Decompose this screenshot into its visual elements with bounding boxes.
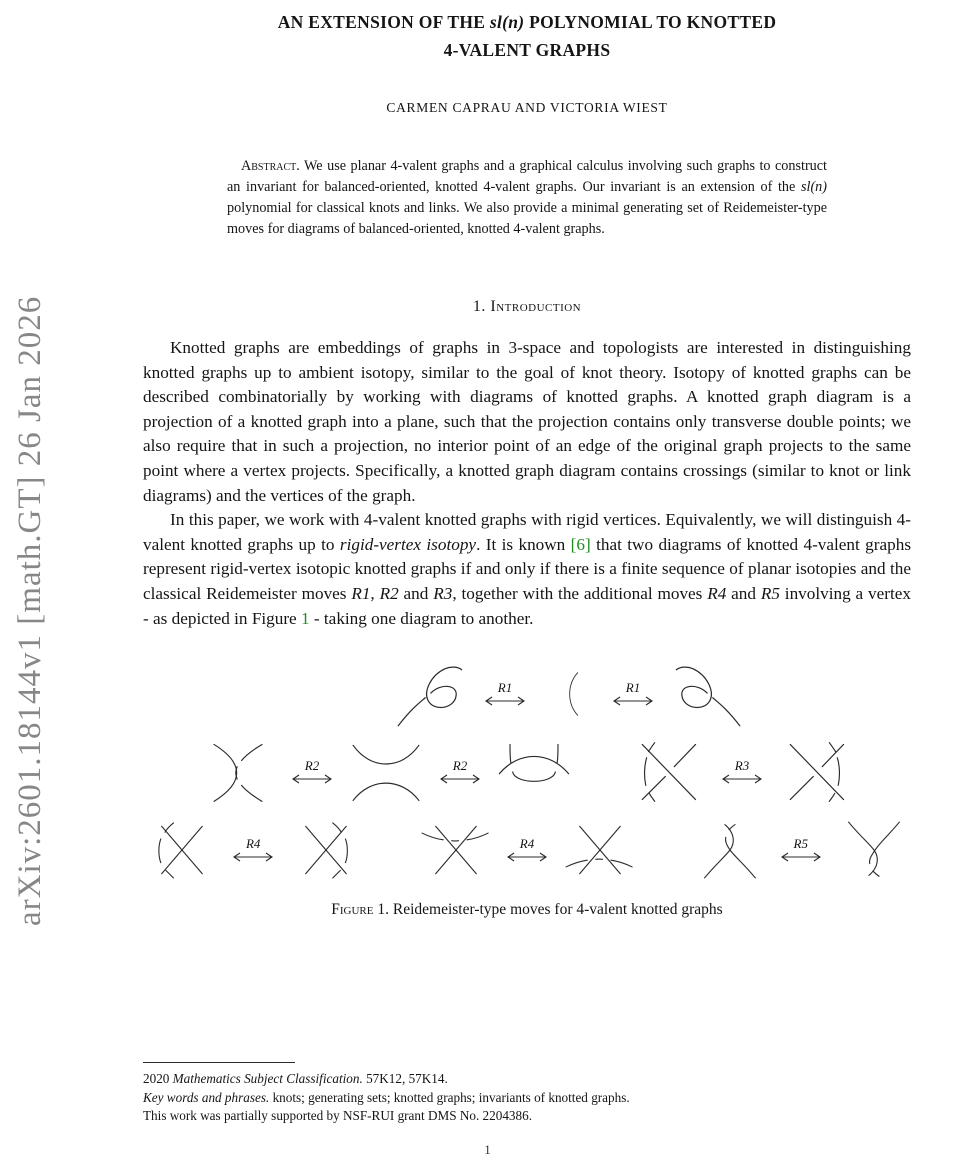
p2-text: and xyxy=(398,584,434,603)
citation-link[interactable]: [6] xyxy=(570,534,591,554)
move-arrow-r5 xyxy=(779,837,823,863)
figure-spacer xyxy=(649,850,678,851)
r1-arc-diagram xyxy=(539,659,599,729)
title-part1: AN EXTENSION OF THE xyxy=(277,12,490,32)
arxiv-watermark: arXiv:2601.18144v1 [math.GT] 26 Jan 2026 xyxy=(12,295,48,926)
footnote-text: knots; generating sets; knotted graphs; invariants of knotted graphs. xyxy=(269,1089,630,1105)
emphasis-rigid-vertex-isotopy: rigid-vertex isotopy xyxy=(339,534,477,554)
r2-separated-strands-diagram xyxy=(346,737,426,807)
math-r1-r2: R1, R2 xyxy=(351,584,399,603)
move-label: R2 xyxy=(304,758,320,774)
footnote-emphasis: Key words and phrases. xyxy=(143,1089,270,1105)
abstract xyxy=(227,156,827,240)
double-arrow-icon xyxy=(505,851,549,863)
move-arrow-r4-b xyxy=(505,837,549,863)
r1-curl-right-diagram xyxy=(667,659,751,729)
move-label: R2 xyxy=(452,758,468,774)
double-arrow-icon xyxy=(438,773,482,785)
p2-text: and xyxy=(726,584,761,603)
r5-twist-below-diagram xyxy=(835,815,911,885)
p2-text: that two diagrams of knotted 4-valent graphs represent rigid-vertex isotopic knotted graphs if and only if there is a finite sequence of planar isotopies and the classical Reidemeister moves xyxy=(143,534,912,603)
move-arrow-r1-b xyxy=(611,681,655,707)
paper-title xyxy=(143,8,911,64)
footnote-text: 2020 xyxy=(143,1071,173,1086)
move-arrow-r4-a xyxy=(231,837,275,863)
footnote-emphasis: Mathematics Subject Classification. xyxy=(172,1071,363,1086)
abstract-part2: polynomial for classical knots and links. We also provide a minimal generating set of Reidemeister-type moves for diagrams of balanced-oriented, knotted 4-valent graphs. xyxy=(227,200,827,238)
footnote-msc xyxy=(143,1070,911,1089)
figure-row-3 xyxy=(143,815,911,885)
figure-spacer xyxy=(586,772,616,773)
title-math: sl(n) xyxy=(489,12,525,32)
math-r4: R4 xyxy=(707,584,727,603)
figure-row-2 xyxy=(143,737,911,807)
figure-reference-link[interactable]: 1 xyxy=(301,608,310,628)
move-arrow-r2-b xyxy=(438,759,482,785)
double-arrow-icon xyxy=(231,851,275,863)
double-arrow-icon xyxy=(779,851,823,863)
double-arrow-icon xyxy=(720,773,764,785)
move-label: R1 xyxy=(497,680,513,696)
r4-vertex-strand-over-diagram xyxy=(417,815,493,885)
page-number: 1 xyxy=(484,1142,491,1157)
move-arrow-r3 xyxy=(720,759,764,785)
r4-vertex-strand-under-diagram xyxy=(561,815,637,885)
r2-poke-rotated-diagram xyxy=(494,737,574,807)
p2-text: . It is known xyxy=(476,534,571,554)
move-arrow-r1-a xyxy=(483,681,527,707)
paper-content xyxy=(143,0,911,919)
abstract-math: sl(n) xyxy=(800,179,827,196)
r3-right-diagram xyxy=(776,737,856,807)
footnote-rule xyxy=(143,1062,295,1063)
figure-1 xyxy=(143,659,911,919)
double-arrow-icon xyxy=(611,695,655,707)
paragraph-1: Knotted graphs are embeddings of graphs in 3-space and topologists are interested in distinguishing knotted graphs up to ambient isotopy, similar to the goal of knot theory. Isotopy of knotted graphs can be described combinatorially by working with diagrams of knotted graphs. A knotted graph diagram is a projection of a knotted graph into a plane, such that the projection contains only transverse double points; we also require that in such a projection, no interior point of an edge of the original graph projects to the same point where a vertex projects. Specifically, a knotted graph diagram contains crossings (similar to knot or link diagrams) and the vertices of the graph. xyxy=(143,338,911,505)
footnote-funding: This work was partially supported by NSF-RUI grant DMS No. 2204386. xyxy=(143,1108,533,1124)
p2-text: - taking one diagram to another. xyxy=(309,608,534,628)
figure-caption-text: Reidemeister-type moves for 4-valent knotted graphs xyxy=(389,901,723,919)
double-arrow-icon xyxy=(483,695,527,707)
figure-row-1 xyxy=(143,659,911,729)
figure-spacer xyxy=(375,850,404,851)
move-label: R4 xyxy=(519,836,535,852)
footnotes xyxy=(143,1062,911,1126)
move-arrow-r2-a xyxy=(290,759,334,785)
move-label: R5 xyxy=(793,836,808,852)
paragraph-2 xyxy=(143,508,911,631)
title-line2: 4-VALENT GRAPHS xyxy=(443,40,611,60)
section-heading: 1. Introduction xyxy=(472,298,582,316)
r1-curl-left-diagram xyxy=(387,659,471,729)
r4-vertex-arc-left-diagram xyxy=(143,815,219,885)
authors: CARMEN CAPRAU AND VICTORIA WIEST xyxy=(386,100,668,115)
p2-text: In this paper, we work with 4-valent knotted graphs with rigid vertices. Equivalently, we will distinguish 4-valent knotted graphs up to xyxy=(143,510,911,554)
figure-caption xyxy=(143,901,911,919)
math-r3: R3 xyxy=(433,584,453,603)
figure-caption-label: Figure 1. xyxy=(331,901,389,919)
r5-twist-above-diagram xyxy=(691,815,767,885)
move-label: R3 xyxy=(734,758,750,774)
p2-text: , together with the additional moves xyxy=(452,584,708,603)
footnote-text: 57K12, 57K14. xyxy=(362,1071,448,1086)
r4-vertex-arc-right-diagram xyxy=(287,815,363,885)
r3-left-diagram xyxy=(628,737,708,807)
math-r5: R5 xyxy=(760,584,780,603)
move-label: R4 xyxy=(245,836,261,852)
title-part2: POLYNOMIAL TO KNOTTED xyxy=(524,12,777,32)
double-arrow-icon xyxy=(290,773,334,785)
abstract-part1: We use planar 4-valent graphs and a graphical calculus involving such graphs to construct an invariant for balanced-oriented, knotted 4-valent graphs. Our invariant is an extension of the xyxy=(227,158,827,196)
move-label: R1 xyxy=(625,680,641,696)
r2-poke-diagram xyxy=(198,737,278,807)
footnote-keywords xyxy=(143,1089,911,1108)
p2-text: involving a vertex - as depicted in Figure xyxy=(143,584,911,628)
abstract-label: Abstract. xyxy=(241,158,300,174)
